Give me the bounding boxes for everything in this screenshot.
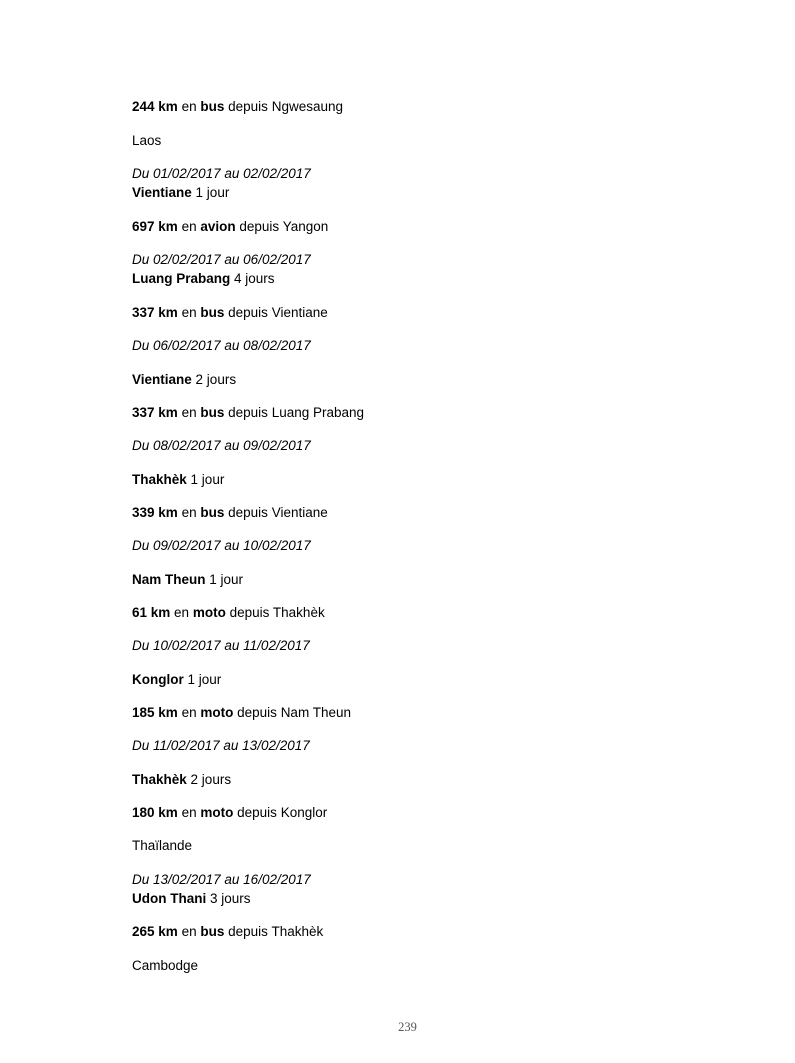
date-du: Du: [132, 872, 150, 887]
travel-origin: Ngwesaung: [271, 99, 343, 114]
date-end: 11/02/2017: [243, 638, 310, 653]
country-name: Laos: [132, 133, 162, 148]
date-range: [132, 437, 311, 454]
stay-line: [132, 671, 221, 688]
date-range: [132, 637, 310, 654]
travel-origin: Vientiane: [271, 505, 328, 520]
travel-distance: 337 km: [132, 405, 178, 420]
date-range: [132, 737, 310, 754]
travel-mode: bus: [200, 924, 225, 939]
stay-city: Thakhèk: [132, 472, 187, 487]
stay-duration: 1 jour: [190, 472, 225, 487]
travel-depuis: depuis: [228, 305, 268, 320]
country-name: Cambodge: [132, 958, 199, 973]
travel-line: [132, 404, 364, 421]
date-start: 11/02/2017: [153, 738, 220, 753]
travel-depuis: depuis: [237, 805, 277, 820]
date-du: Du: [132, 166, 150, 181]
stay-duration: 3 jours: [210, 891, 251, 906]
travel-en: en: [174, 605, 190, 620]
travel-en: en: [181, 705, 197, 720]
travel-line: [132, 804, 327, 821]
travel-depuis: depuis: [228, 99, 268, 114]
date-du: Du: [132, 252, 150, 267]
date-au: au: [224, 538, 240, 553]
travel-depuis: depuis: [237, 705, 277, 720]
travel-origin: Luang Prabang: [271, 405, 365, 420]
stay-line: [132, 890, 251, 907]
travel-line: [132, 704, 351, 721]
stay-city: Udon Thani: [132, 891, 207, 906]
travel-distance: 61 km: [132, 605, 171, 620]
travel-mode: bus: [200, 99, 225, 114]
date-start: 09/02/2017: [153, 538, 221, 553]
travel-en: en: [181, 305, 197, 320]
travel-en: en: [181, 805, 197, 820]
travel-origin: Thakhèk: [272, 605, 325, 620]
travel-mode: moto: [192, 605, 226, 620]
stay-city: Luang Prabang: [132, 271, 231, 286]
date-start: 10/02/2017: [153, 638, 221, 653]
travel-origin: Konglor: [280, 805, 328, 820]
travel-depuis: depuis: [229, 605, 270, 620]
date-end: 13/02/2017: [242, 738, 310, 753]
travel-distance: 180 km: [132, 805, 178, 820]
date-end: 16/02/2017: [243, 872, 311, 887]
country-heading: [132, 132, 161, 149]
date-start: 06/02/2017: [153, 338, 221, 353]
stay-city: Vientiane: [132, 372, 192, 387]
stay-line: [132, 771, 231, 788]
date-au: au: [224, 438, 240, 453]
date-end: 08/02/2017: [243, 338, 311, 353]
stay-line: [132, 184, 229, 201]
travel-line: [132, 98, 343, 115]
stay-duration: 2 jours: [195, 372, 237, 387]
date-au: au: [224, 872, 240, 887]
date-range: [132, 251, 311, 268]
travel-line: [132, 604, 325, 621]
date-du: Du: [132, 538, 150, 553]
page-number: 239: [398, 1020, 417, 1034]
date-du: Du: [132, 738, 150, 753]
travel-origin: Yangon: [282, 219, 329, 234]
date-range: [132, 165, 311, 182]
stay-duration: 4 jours: [234, 271, 275, 286]
travel-mode: moto: [200, 805, 234, 820]
stay-line: [132, 270, 275, 287]
date-range: [132, 337, 311, 354]
date-end: 06/02/2017: [243, 252, 311, 267]
travel-line: [132, 923, 323, 940]
date-du: Du: [132, 638, 150, 653]
stay-city: Nam Theun: [132, 572, 206, 587]
travel-depuis: depuis: [239, 219, 280, 234]
stay-line: [132, 471, 224, 488]
travel-mode: bus: [200, 305, 225, 320]
travel-line: [132, 304, 328, 321]
travel-en: en: [181, 405, 197, 420]
stay-city: Thakhèk: [132, 772, 187, 787]
date-au: au: [224, 638, 240, 653]
travel-distance: 265 km: [132, 924, 178, 939]
travel-distance: 337 km: [132, 305, 178, 320]
travel-depuis: depuis: [228, 405, 268, 420]
date-end: 02/02/2017: [243, 166, 311, 181]
date-au: au: [223, 738, 239, 753]
travel-origin: Nam Theun: [280, 705, 351, 720]
date-end: 10/02/2017: [243, 538, 311, 553]
date-start: 13/02/2017: [153, 872, 221, 887]
travel-en: en: [181, 924, 197, 939]
date-range: [132, 871, 311, 888]
stay-line: [132, 571, 243, 588]
travel-distance: 339 km: [132, 505, 178, 520]
travel-origin: Vientiane: [271, 305, 328, 320]
date-du: Du: [132, 438, 150, 453]
date-start: 08/02/2017: [153, 438, 221, 453]
stay-city: Vientiane: [132, 185, 192, 200]
country-name: Thaïlande: [132, 838, 193, 853]
date-end: 09/02/2017: [243, 438, 311, 453]
date-start: 01/02/2017: [153, 166, 221, 181]
travel-distance: 697 km: [132, 219, 178, 234]
stay-duration: 1 jour: [195, 185, 230, 200]
stay-duration: 2 jours: [190, 772, 232, 787]
date-au: au: [224, 252, 240, 267]
stay-duration: 1 jour: [209, 572, 244, 587]
country-heading: [132, 837, 192, 854]
country-heading: [132, 957, 198, 974]
travel-en: en: [181, 505, 197, 520]
travel-distance: 185 km: [132, 705, 178, 720]
date-au: au: [224, 166, 240, 181]
travel-depuis: depuis: [228, 924, 268, 939]
travel-line: [132, 218, 328, 235]
stay-city: Konglor: [132, 672, 184, 687]
travel-mode: moto: [200, 705, 234, 720]
travel-origin: Thakhèk: [271, 924, 324, 939]
date-start: 02/02/2017: [153, 252, 221, 267]
date-du: Du: [132, 338, 150, 353]
date-range: [132, 537, 311, 554]
travel-line: [132, 504, 328, 521]
date-au: au: [224, 338, 240, 353]
travel-mode: bus: [200, 405, 225, 420]
stay-duration: 1 jour: [187, 672, 222, 687]
travel-en: en: [181, 99, 197, 114]
travel-mode: avion: [200, 219, 236, 234]
travel-mode: bus: [200, 505, 225, 520]
stay-line: [132, 371, 236, 388]
travel-en: en: [181, 219, 197, 234]
travel-distance: 244 km: [132, 99, 178, 114]
travel-depuis: depuis: [228, 505, 268, 520]
